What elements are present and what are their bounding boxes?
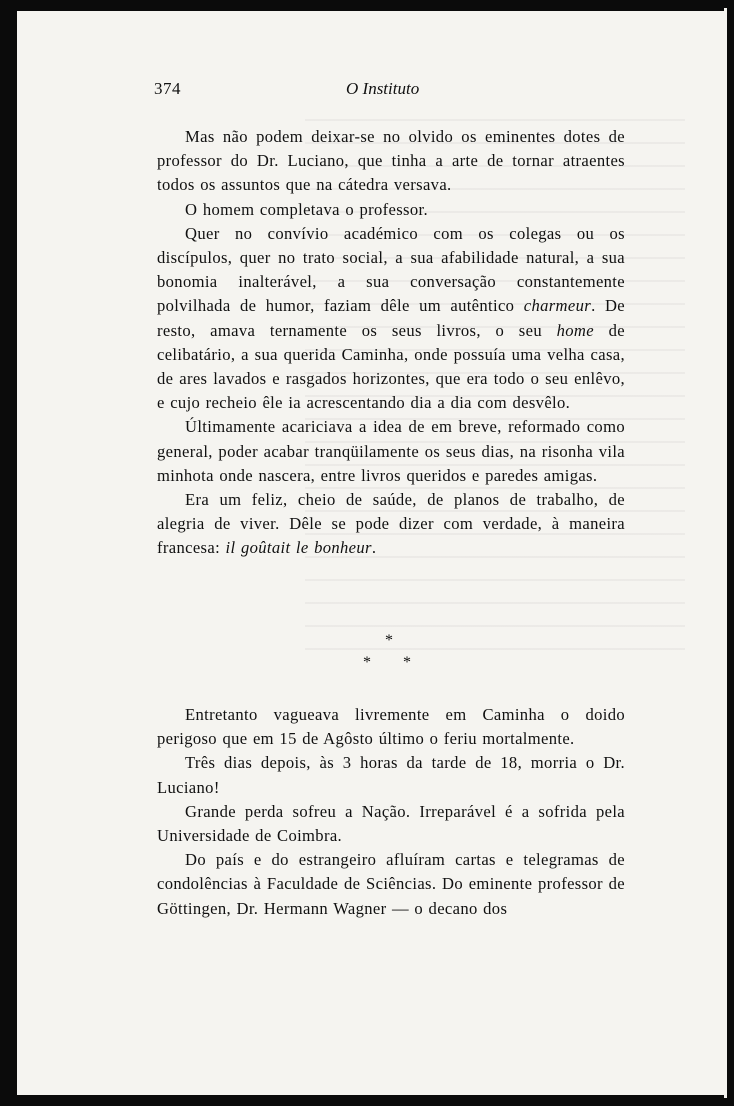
paragraph-great-loss: Grande perda sofreu a Nação. Irreparável é a sofrida pela Universidade de Coimbra.: [157, 801, 625, 846]
running-title: O Instituto: [346, 79, 420, 98]
paragraph-professor-gifts: Mas não podem deixar-se no olvido os eminentes dotes de professor do Dr. Luciano, que tinha a arte de tornar atraentes todos os assuntos que na cátedra versava.: [157, 127, 625, 195]
paragraph-retirement-plans: Últimamente acariciava a idea de em breve, reformado como general, poder acabar tranqüilamente os seus dias, na risonha vila minhota onde nascera, entre livros queridos e paredes amigas.: [157, 417, 625, 485]
page-number: 374: [154, 79, 181, 98]
italic-french-quote: il goûtait le bonheur: [225, 538, 372, 558]
paragraph-happy-man-text-b: .: [371, 538, 377, 558]
italic-home: home: [556, 320, 594, 340]
paragraph-death: Três dias depois, às 3 horas da tarde de 18, morria o Dr. Luciano!: [157, 753, 625, 797]
paragraph-attack: Entretanto vagueava livremente em Caminha o doido perigoso que em 15 de Agôsto último o feriu mortalmente.: [157, 705, 625, 749]
paragraph-man-completed-professor: O homem completava o professor.: [185, 199, 428, 219]
italic-charmeur: charmeur: [523, 296, 592, 316]
page-header: [154, 79, 624, 103]
paragraph-personality-text-c: de celibatário, a sua querida Caminha, onde possuía uma velha casa, de ares lavados e rasgados horizontes, que era todo o seu enlêvo, e cujo recheio êle ia acrescentando dia a dia com desvêlo.: [157, 320, 625, 413]
paragraph-happy-man: [157, 488, 625, 561]
paragraph-personality-text-a: Quer no convívio académico com os colegas ou os discípulos, quer no trato social, a sua afabilidade natural, a sua bonomia inalterável, a sua conversação constantemente polvilhada de humor, faziam dêle um autêntico: [157, 223, 625, 316]
asterism-section-break: [360, 632, 420, 676]
paragraph-personality: [157, 222, 625, 416]
paragraph-happy-man-text-a: Era um feliz, cheio de saúde, de planos de trabalho, de alegria de viver. Dêle se pode dizer com verdade, à maneira francesa:: [157, 490, 625, 558]
asterism-star-top: *: [385, 632, 393, 649]
asterism-star-left: *: [363, 654, 371, 671]
body-text-section-2: [157, 703, 625, 921]
asterism-star-right: *: [403, 654, 411, 671]
paragraph-condolences: Do país e do estrangeiro afluíram cartas e telegramas de condolências à Faculdade de Sciências. Do eminente professor de Göttingen, Dr. Hermann Wagner — o decano dos: [157, 850, 625, 918]
body-text-section-1: [157, 125, 625, 561]
paragraph-personality-text-b: . De resto, amava ternamente os seus livros, o seu: [157, 296, 626, 340]
